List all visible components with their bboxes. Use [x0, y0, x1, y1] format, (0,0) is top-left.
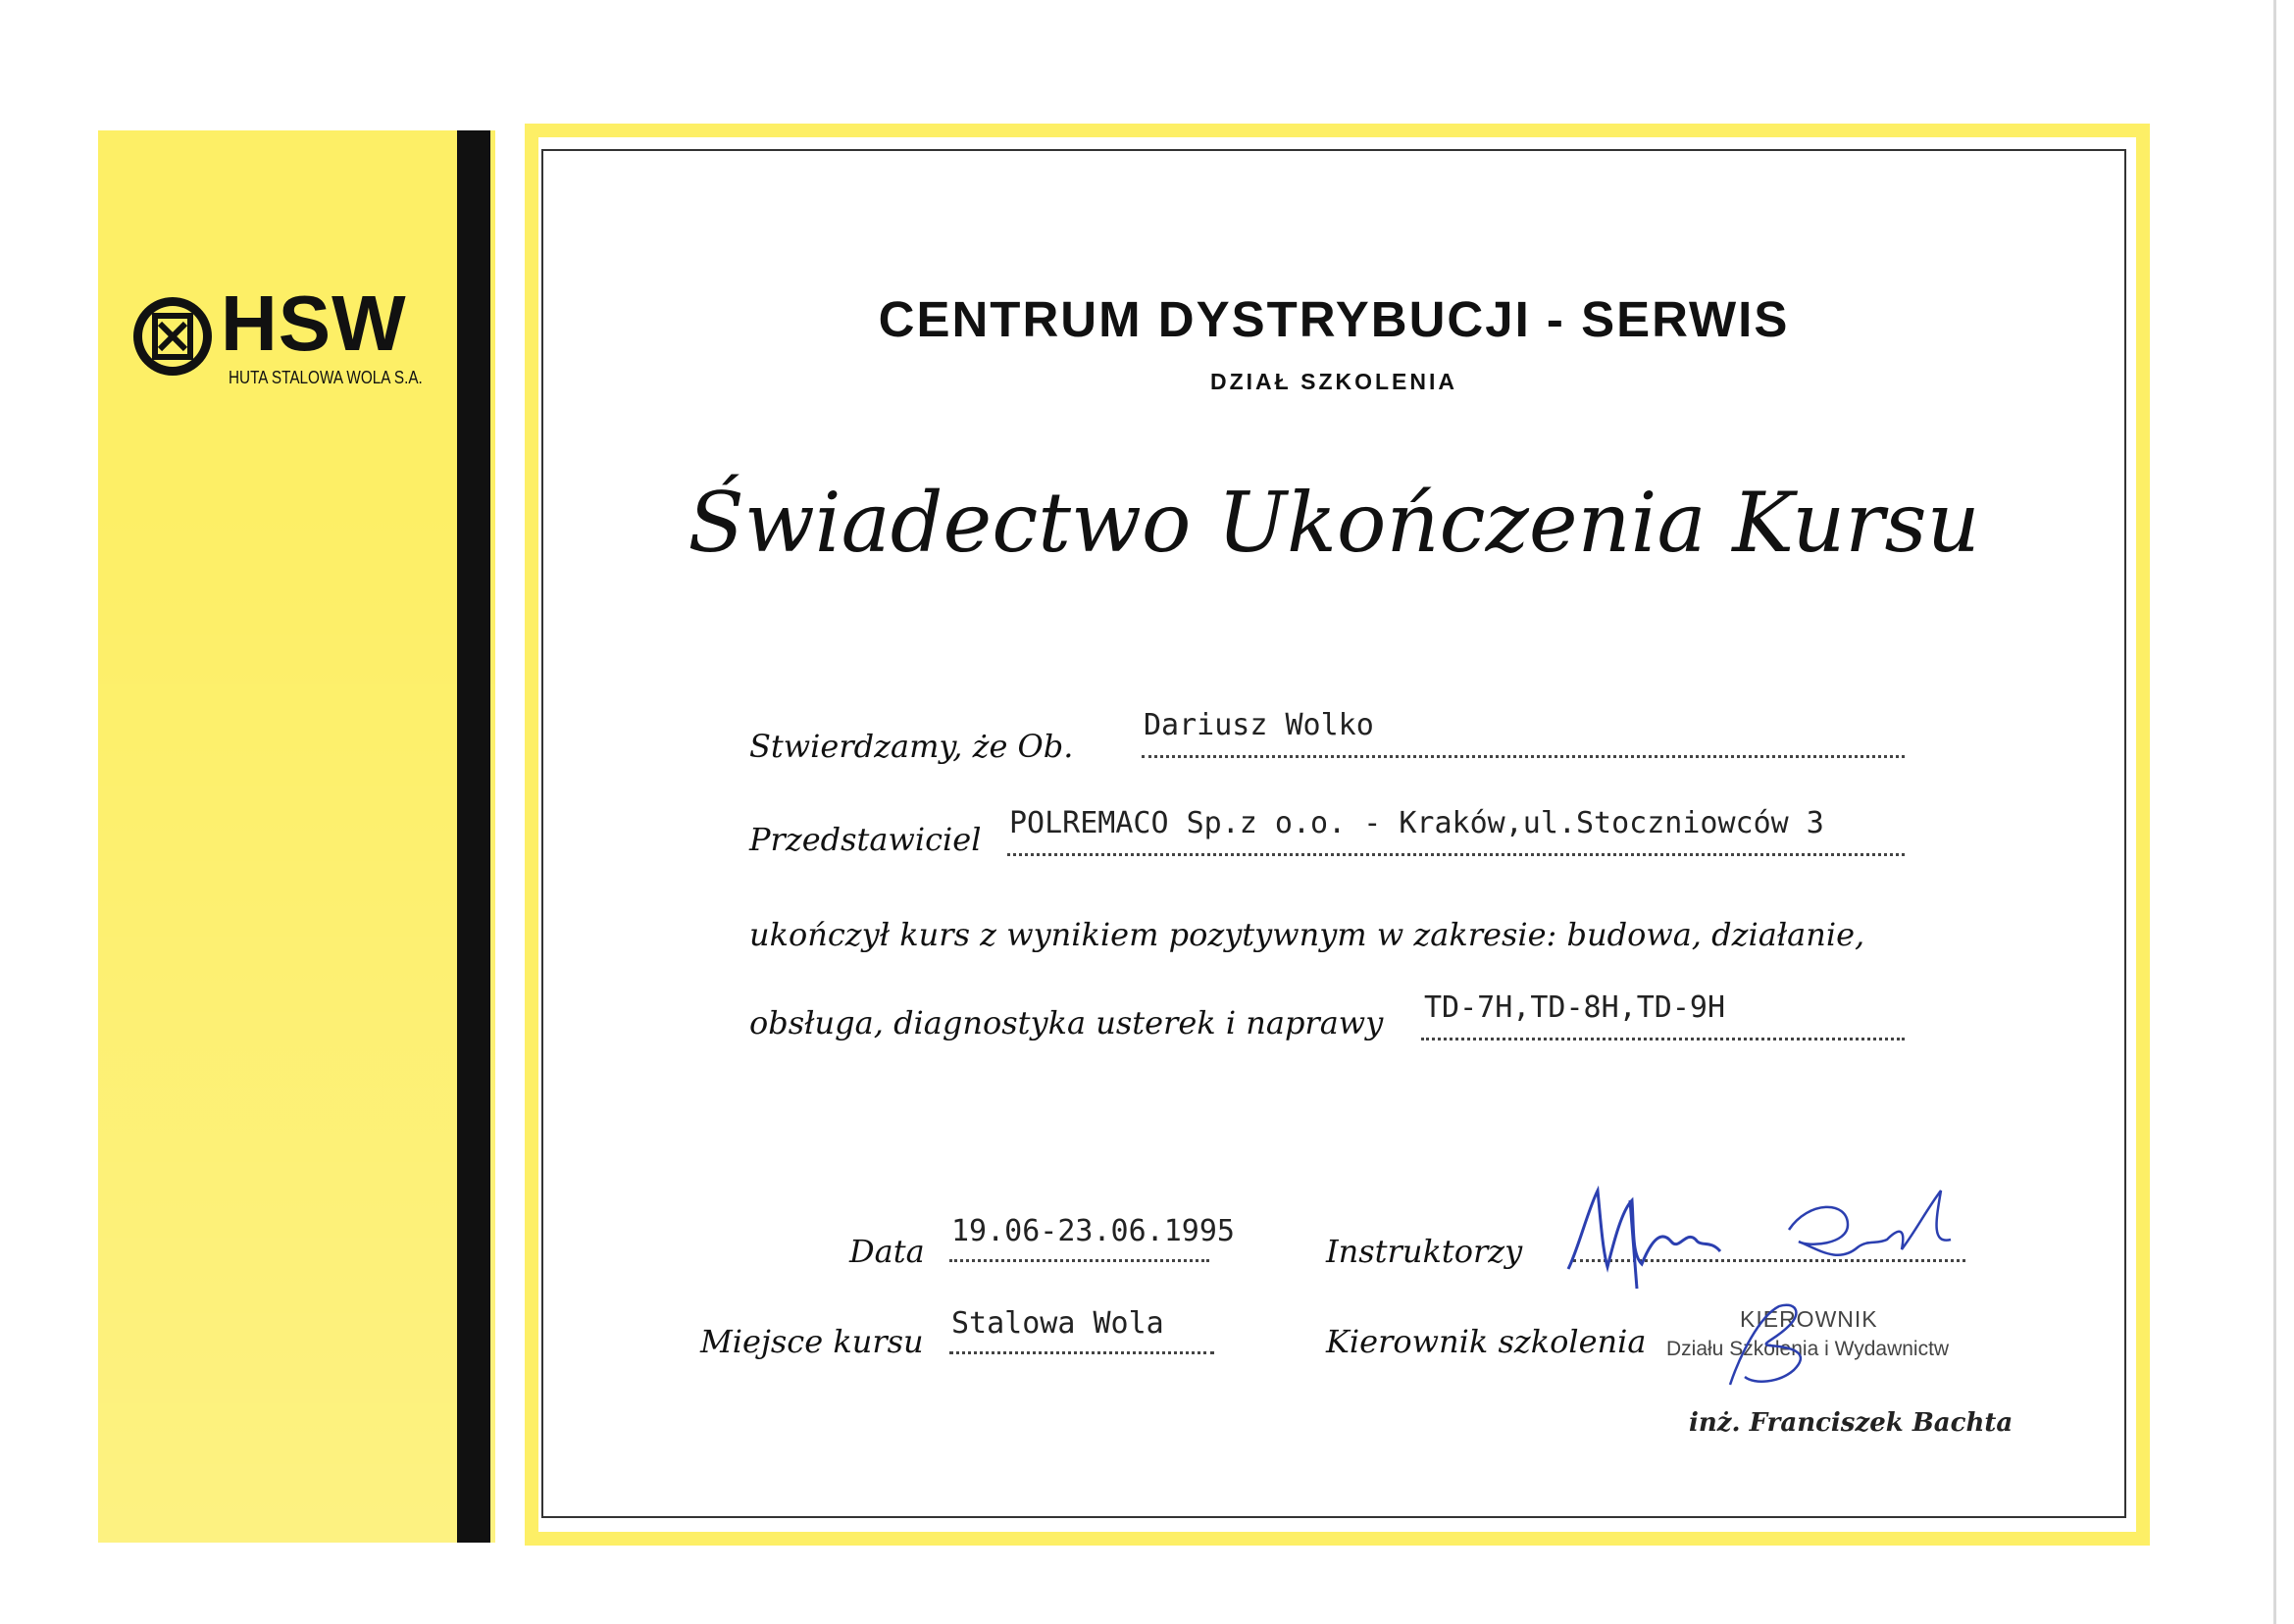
equipment-dotted-line — [1421, 1038, 1905, 1040]
equipment-value: TD-7H,TD-8H,TD-9H — [1424, 990, 1726, 1025]
certificate-title: Świadectwo Ukończenia Kursu — [688, 475, 1980, 571]
name-dotted-line — [1142, 755, 1905, 758]
certificate-panel — [541, 149, 2126, 1518]
band-sheen — [98, 503, 495, 1543]
company-logo — [130, 279, 425, 402]
black-stripe — [457, 130, 490, 1543]
header-subtitle: DZIAŁ SZKOLENIA — [1210, 369, 1457, 394]
instructor-signatures — [1563, 1171, 1975, 1289]
place-value: Stalowa Wola — [951, 1306, 1164, 1341]
header-title: CENTRUM DYSTRYBUCJI - SERWIS — [878, 291, 1790, 347]
place-label: Miejsce kursu — [700, 1323, 924, 1360]
completion-line-2: obsługa, diagnostyka usterek i naprawy — [749, 1004, 1384, 1041]
date-label: Data — [849, 1233, 925, 1270]
stamp-line-2: Działu Szkolenia i Wydawnictw — [1666, 1338, 1950, 1360]
company-value: POLREMACO Sp.z o.o. - Kraków,ul.Stoczniowców 3 — [1009, 806, 1824, 840]
scan-edge — [2273, 0, 2276, 1624]
participant-name: Dariusz Wolko — [1144, 708, 1374, 742]
hsw-emblem-icon — [130, 294, 215, 379]
date-dotted-line — [949, 1259, 1209, 1262]
company-dotted-line — [1007, 853, 1905, 856]
stamp-line-1: KIEROWNIK — [1740, 1306, 1878, 1332]
place-dotted-line — [949, 1351, 1214, 1354]
representative-label: Przedstawiciel — [749, 821, 982, 858]
instructors-label: Instruktorzy — [1326, 1233, 1523, 1270]
logo-name: HSW — [221, 279, 407, 367]
date-value: 19.06-23.06.1995 — [951, 1214, 1235, 1248]
confirm-label: Stwierdzamy, że Ob. — [749, 728, 1074, 765]
completion-line-1: ukończył kurs z wynikiem pozytywnym w zakresie: budowa, działanie, — [749, 916, 1865, 953]
logo-subtitle: HUTA STALOWA WOLA S.A. — [229, 368, 423, 387]
director-name: inż. Franciszek Bachta — [1689, 1408, 2014, 1438]
head-label: Kierownik szkolenia — [1326, 1323, 1647, 1360]
head-signature — [1701, 1287, 1828, 1395]
